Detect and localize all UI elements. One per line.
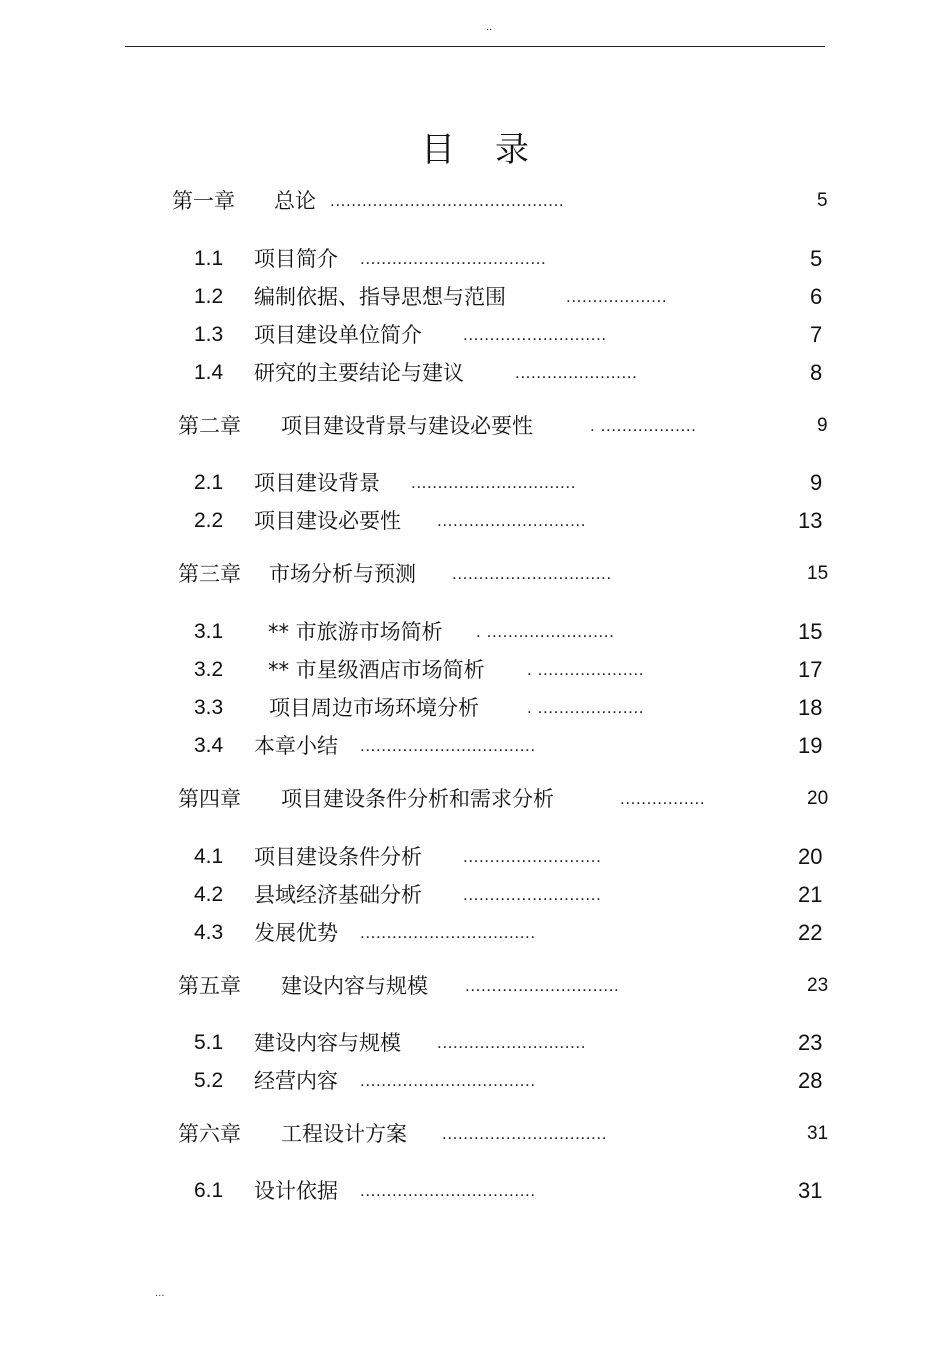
section-title: 设计依据	[254, 1179, 338, 1203]
section-title: 本章小结	[254, 734, 338, 758]
chapter-title: 项目建设条件分析和需求分析	[281, 787, 554, 811]
leader-dots: .......................	[515, 363, 638, 382]
section-title: 项目周边市场环境分析	[269, 696, 479, 720]
section-number: 5.2	[194, 1069, 224, 1092]
footer-mark: ...	[155, 1288, 165, 1299]
section-number: 3.4	[194, 734, 224, 757]
leader-dots: ...............................	[442, 1124, 608, 1143]
section-title: ** 市星级酒店市场简析	[268, 658, 485, 682]
leader-dots: ................	[620, 789, 706, 808]
leader-dots: ............................................	[330, 191, 565, 210]
section-title: 经营内容	[254, 1069, 338, 1093]
section-number: 6.1	[194, 1179, 224, 1202]
page-number: 31	[798, 1178, 823, 1203]
section-number: 1.1	[194, 247, 224, 270]
toc-section-6-1[interactable]	[0, 1176, 950, 1206]
page-number: 13	[798, 508, 823, 533]
leader-dots: ...............................	[411, 473, 577, 492]
section-title: 项目简介	[254, 247, 338, 271]
leader-dots: . ....................	[527, 660, 645, 679]
page-number: 15	[807, 563, 829, 584]
chapter-title: 项目建设背景与建设必要性	[281, 414, 533, 438]
chapter-title: 市场分析与预测	[269, 562, 416, 586]
leader-dots: ............................	[437, 1033, 587, 1052]
chapter-title: 总论	[274, 189, 316, 213]
section-title: 建设内容与规模	[254, 1031, 401, 1055]
section-title: ** 市旅游市场简析	[268, 620, 443, 644]
section-number: 4.3	[194, 921, 224, 944]
page-number: 20	[798, 844, 823, 869]
page-number: 17	[798, 657, 823, 682]
page-number: 8	[810, 360, 823, 385]
toc-section-2-1[interactable]	[0, 468, 950, 498]
section-number: 3.2	[194, 658, 224, 681]
chapter-label: 第五章	[178, 974, 241, 998]
toc-section-4-1[interactable]	[0, 842, 950, 872]
section-number: 3.1	[194, 620, 224, 643]
toc-chapter-6[interactable]	[0, 1119, 950, 1149]
page-number: 6	[810, 284, 823, 309]
section-number: 4.2	[194, 883, 224, 906]
section-number: 1.4	[194, 361, 224, 384]
page-number: 15	[798, 619, 823, 644]
section-number: 2.1	[194, 471, 224, 494]
chapter-title: 建设内容与规模	[281, 974, 428, 998]
toc-section-1-1[interactable]	[0, 244, 950, 274]
toc-section-3-4[interactable]	[0, 731, 950, 761]
leader-dots: ..........................	[463, 885, 602, 904]
leader-dots: . ........................	[476, 622, 615, 641]
toc-chapter-3[interactable]	[0, 559, 950, 589]
chapter-label: 第一章	[172, 189, 235, 213]
toc-chapter-2[interactable]	[0, 411, 950, 441]
page-number: 18	[798, 695, 823, 720]
section-title: 县域经济基础分析	[254, 883, 422, 907]
page-number: 19	[798, 733, 823, 758]
header-mark: ..	[486, 22, 493, 33]
toc-section-1-2[interactable]	[0, 282, 950, 312]
leader-dots: .................................	[360, 736, 536, 755]
section-number: 1.3	[194, 323, 224, 346]
leader-dots: . ....................	[527, 698, 645, 717]
chapter-title: 工程设计方案	[281, 1122, 407, 1146]
page-number: 23	[807, 975, 829, 996]
section-title: 发展优势	[254, 921, 338, 945]
leader-dots: .................................	[360, 923, 536, 942]
page-number: 7	[810, 322, 823, 347]
page-number: 5	[817, 190, 828, 211]
chapter-label: 第二章	[178, 414, 241, 438]
toc-section-3-1[interactable]	[0, 617, 950, 647]
page-number: 31	[807, 1123, 829, 1144]
toc-section-2-2[interactable]	[0, 506, 950, 536]
header-rule	[125, 46, 825, 47]
section-number: 2.2	[194, 509, 224, 532]
leader-dots: ...................................	[360, 249, 547, 268]
leader-dots: .................................	[360, 1181, 536, 1200]
toc-section-3-3[interactable]	[0, 693, 950, 723]
leader-dots: .................................	[360, 1071, 536, 1090]
section-number: 4.1	[194, 845, 224, 868]
chapter-label: 第四章	[178, 787, 241, 811]
page-number: 22	[798, 920, 823, 945]
section-title: 编制依据、指导思想与范围	[254, 285, 506, 309]
toc-chapter-5[interactable]	[0, 971, 950, 1001]
page-number: 28	[798, 1068, 823, 1093]
page-number: 5	[810, 246, 823, 271]
section-title: 项目建设背景	[254, 471, 380, 495]
toc-section-5-1[interactable]	[0, 1028, 950, 1058]
page-number: 9	[817, 415, 828, 436]
chapter-label: 第六章	[178, 1122, 241, 1146]
page-number: 21	[798, 882, 823, 907]
toc-section-1-4[interactable]	[0, 358, 950, 388]
leader-dots: ...........................	[463, 325, 607, 344]
section-title: 项目建设单位简介	[254, 323, 422, 347]
page-number: 23	[798, 1030, 823, 1055]
leader-dots: ..............................	[452, 564, 612, 583]
toc-section-4-3[interactable]	[0, 918, 950, 948]
section-title: 项目建设条件分析	[254, 845, 422, 869]
toc-chapter-4[interactable]	[0, 784, 950, 814]
section-number: 3.3	[194, 696, 224, 719]
toc-section-4-2[interactable]	[0, 880, 950, 910]
section-title: 项目建设必要性	[254, 509, 401, 533]
toc-section-1-3[interactable]	[0, 320, 950, 350]
leader-dots: . ..................	[590, 416, 697, 435]
leader-dots: ..........................	[463, 847, 602, 866]
toc-chapter-1[interactable]	[0, 186, 950, 216]
section-title: 研究的主要结论与建议	[254, 361, 464, 385]
leader-dots: ............................	[437, 511, 587, 530]
section-number: 1.2	[194, 285, 224, 308]
leader-dots: ...................	[566, 287, 668, 306]
toc-title: 目录	[421, 130, 569, 170]
leader-dots: .............................	[465, 976, 620, 995]
page-number: 20	[807, 788, 829, 809]
toc-section-3-2[interactable]	[0, 655, 950, 685]
chapter-label: 第三章	[178, 562, 241, 586]
page-number: 9	[810, 470, 823, 495]
toc-section-5-2[interactable]	[0, 1066, 950, 1096]
section-number: 5.1	[194, 1031, 224, 1054]
